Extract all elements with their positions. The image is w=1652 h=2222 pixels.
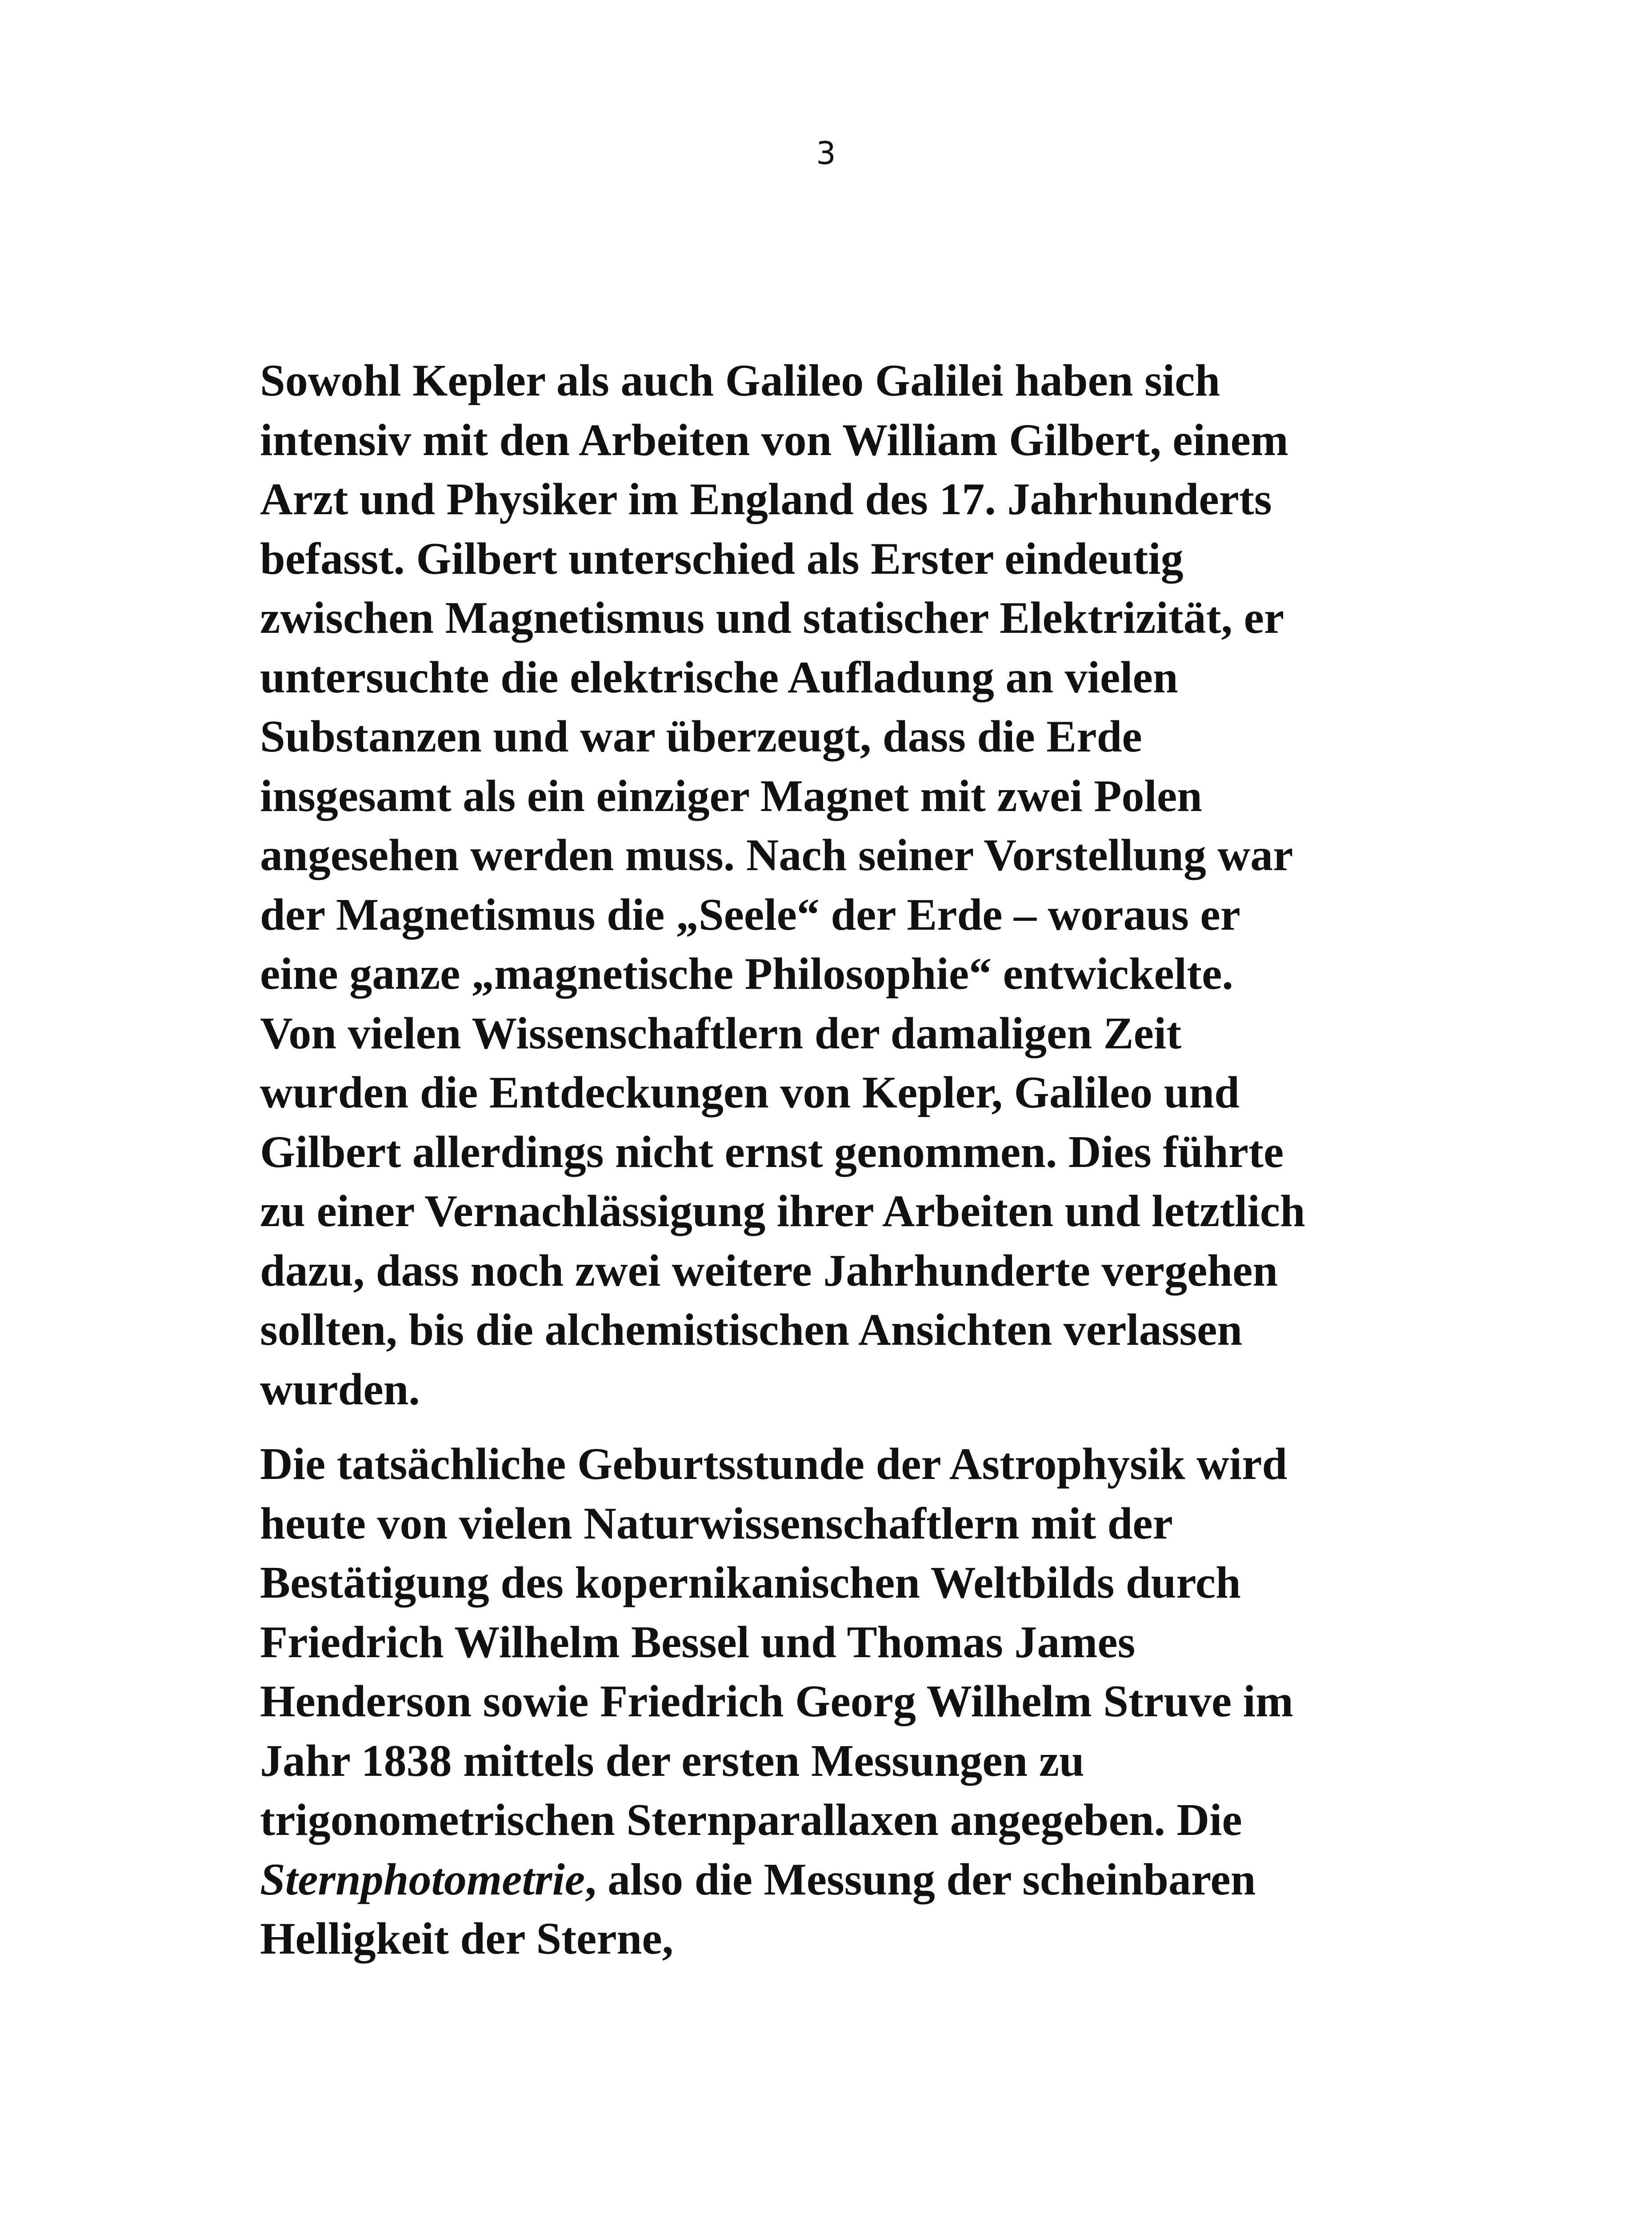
text-line: trigonometrischen Sternparallaxen angegeben. Die <box>260 1795 1242 1845</box>
text-line: dazu, dass noch zwei weitere Jahrhunderte vergehen <box>260 1245 1278 1296</box>
text-line: Arzt und Physiker im England des 17. Jahrhunderts <box>260 474 1272 524</box>
text-line: Henderson sowie Friedrich Georg Wilhelm Struve im <box>260 1676 1293 1726</box>
text-line: insgesamt als ein einziger Magnet mit zwei Polen <box>260 771 1202 821</box>
text-line: Jahr 1838 mittels der ersten Messungen zu <box>260 1735 1084 1786</box>
body-text <box>260 351 1460 1969</box>
text-line: Bestätigung des kopernikanischen Weltbilds durch <box>260 1558 1241 1608</box>
text-line: angesehen werden muss. Nach seiner Vorstellung war <box>260 830 1293 880</box>
text-line: eine ganze „magnetische Philosophie“ entwickelte. <box>260 949 1233 999</box>
text-line: Sowohl Kepler als auch Galileo Galilei haben sich <box>260 356 1220 406</box>
text-line: befasst. Gilbert unterschied als Erster eindeutig <box>260 533 1184 584</box>
text-line: zwischen Magnetismus und statischer Elektrizität, er <box>260 593 1284 643</box>
text-line: Helligkeit der Sterne, <box>260 1914 674 1964</box>
text-fragment: , also die Messung der scheinbaren <box>585 1854 1256 1905</box>
text-line: Gilbert allerdings nicht ernst genommen. Dies führte <box>260 1127 1284 1177</box>
text-line: Die tatsächliche Geburtsstunde der Astrophysik wird <box>260 1439 1288 1489</box>
text-line-mixed <box>260 1850 1460 1910</box>
paragraph-1 <box>260 351 1460 1419</box>
text-line: Friedrich Wilhelm Bessel und Thomas James <box>260 1617 1136 1667</box>
text-line: untersuchte die elektrische Aufladung an vielen <box>260 652 1178 703</box>
text-line: Von vielen Wissenschaftlern der damaligen Zeit <box>260 1008 1182 1059</box>
text-line: heute von vielen Naturwissenschaftlern mit der <box>260 1498 1173 1549</box>
paragraph-2 <box>260 1435 1460 1969</box>
text-line: zu einer Vernachlässigung ihrer Arbeiten und letztlich <box>260 1186 1305 1236</box>
text-line: intensiv mit den Arbeiten von William Gilbert, einem <box>260 415 1288 465</box>
text-line: der Magnetismus die „Seele“ der Erde – woraus er <box>260 889 1240 940</box>
text-line: Substanzen und war überzeugt, dass die Erde <box>260 711 1142 762</box>
text-line: wurden die Entdeckungen von Kepler, Galileo und <box>260 1067 1240 1118</box>
text-line: wurden. <box>260 1364 420 1415</box>
page-number: 3 <box>816 135 836 172</box>
italic-term: Sternphotometrie <box>260 1854 585 1905</box>
text-line: sollten, bis die alchemistischen Ansichten verlassen <box>260 1305 1243 1355</box>
